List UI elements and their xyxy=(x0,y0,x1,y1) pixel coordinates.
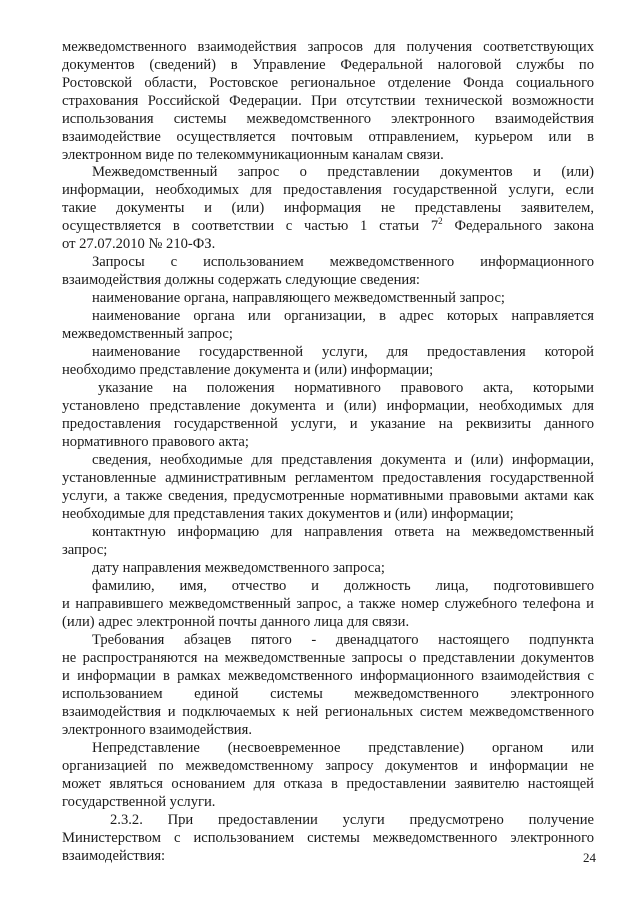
text-line: межведомственный запрос; xyxy=(62,326,233,342)
text-line: взаимодействия: xyxy=(62,848,166,864)
text-line: такие документы и (или) информация не представлены заявителем, xyxy=(62,200,594,216)
text-line: электронном виде по телекоммуникационным каналам связи. xyxy=(62,147,444,163)
list-item: контактную информацию для направления ответа на межведомственный xyxy=(92,524,594,540)
text-line: государственной услуги. xyxy=(62,794,216,810)
list-item: наименование органа, направляющего межведомственный запрос; xyxy=(92,290,505,306)
section-first-line: 2.3.2. При предоставлении услуги предусмотрено получение xyxy=(110,812,594,828)
paragraph-first-line: Непредставление (несвоевременное представление) органом или xyxy=(92,740,594,756)
text-line: электронного взаимодействия. xyxy=(62,722,252,738)
text-line: взаимодействие осуществляется почтовым отправлением, курьером или в xyxy=(62,129,594,145)
text-fragment: осуществляется в соответствии с частью 1 статьи 7 xyxy=(62,218,439,234)
text-line: межведомственного взаимодействия запросов для получения соответствующих xyxy=(62,39,594,55)
text-line: установлено представление документа и (или) информации, необходимых для xyxy=(62,398,594,414)
text-line-with-superscript xyxy=(62,217,594,235)
text-line: нормативного правового акта; xyxy=(62,434,249,450)
text-line: информации, необходимых для предоставления государственной услуги, если xyxy=(62,182,594,198)
list-item: фамилию, имя, отчество и должность лица, подготовившего xyxy=(92,578,594,594)
list-item: наименование органа или организации, в адрес которых направляется xyxy=(92,308,594,324)
list-item: указание на положения нормативного правового акта, которыми xyxy=(98,380,594,396)
page-number: 24 xyxy=(583,850,596,865)
text-fragment: Федерального закона xyxy=(442,218,594,234)
text-line: Ростовской области, Ростовское региональное отделение Фонда социального xyxy=(62,75,594,91)
text-line: организацией по межведомственному запросу документов и информации не xyxy=(62,758,594,774)
superscript: 2 xyxy=(438,216,443,226)
text-line: взаимодействия должны содержать следующие сведения: xyxy=(62,272,420,288)
list-item: дату направления межведомственного запроса; xyxy=(92,560,385,576)
text-line: необходимо представление документа и (или) информации; xyxy=(62,362,434,378)
text-line: взаимодействия и подключаемых к ней региональных систем межведомственного xyxy=(62,704,594,720)
text-line: документов (сведений) в Управление Федеральной налоговой службы по xyxy=(62,57,594,73)
text-line: предоставления государственной услуги, и указание на реквизиты данного xyxy=(62,416,594,432)
text-line: запрос; xyxy=(62,542,108,558)
text-line: Министерством с использованием системы межведомственного электронного xyxy=(62,830,594,846)
text-line: может являться основанием для отказа в предоставлении заявителю настоящей xyxy=(62,776,594,792)
paragraph-first-line: Требования абзацев пятого - двенадцатого настоящего подпункта xyxy=(92,632,594,648)
paragraph-first-line: Межведомственный запрос о представлении документов и (или) xyxy=(92,164,594,180)
text-line: использования системы межведомственного электронного взаимодействия xyxy=(62,111,594,127)
text-line: использованием единой системы межведомственного электронного xyxy=(62,686,594,702)
text-line: необходимые для представления таких документов и (или) информации; xyxy=(62,506,514,522)
text-line: и направившего межведомственный запрос, а также номер служебного телефона и xyxy=(62,596,594,612)
text-line: услуги, а также сведения, предусмотренные нормативными правовыми актами как xyxy=(62,488,594,504)
text-line: не распространяются на межведомственные запросы о представлении документов xyxy=(62,650,594,666)
list-item: наименование государственной услуги, для предоставления которой xyxy=(92,344,594,360)
text-line: от 27.07.2010 № 210-ФЗ. xyxy=(62,236,216,252)
text-line: и информации в рамках межведомственного информационного взаимодействия с xyxy=(62,668,594,684)
paragraph-first-line: Запросы с использованием межведомственного информационного xyxy=(92,254,594,270)
list-item: сведения, необходимые для представления документа и (или) информации, xyxy=(92,452,594,468)
text-line: установленные административным регламентом предоставления государственной xyxy=(62,470,594,486)
text-line: страхования Российской Федерации. При отсутствии технической возможности xyxy=(62,93,594,109)
text-line: (или) адрес электронной почты данного лица для связи. xyxy=(62,614,410,630)
